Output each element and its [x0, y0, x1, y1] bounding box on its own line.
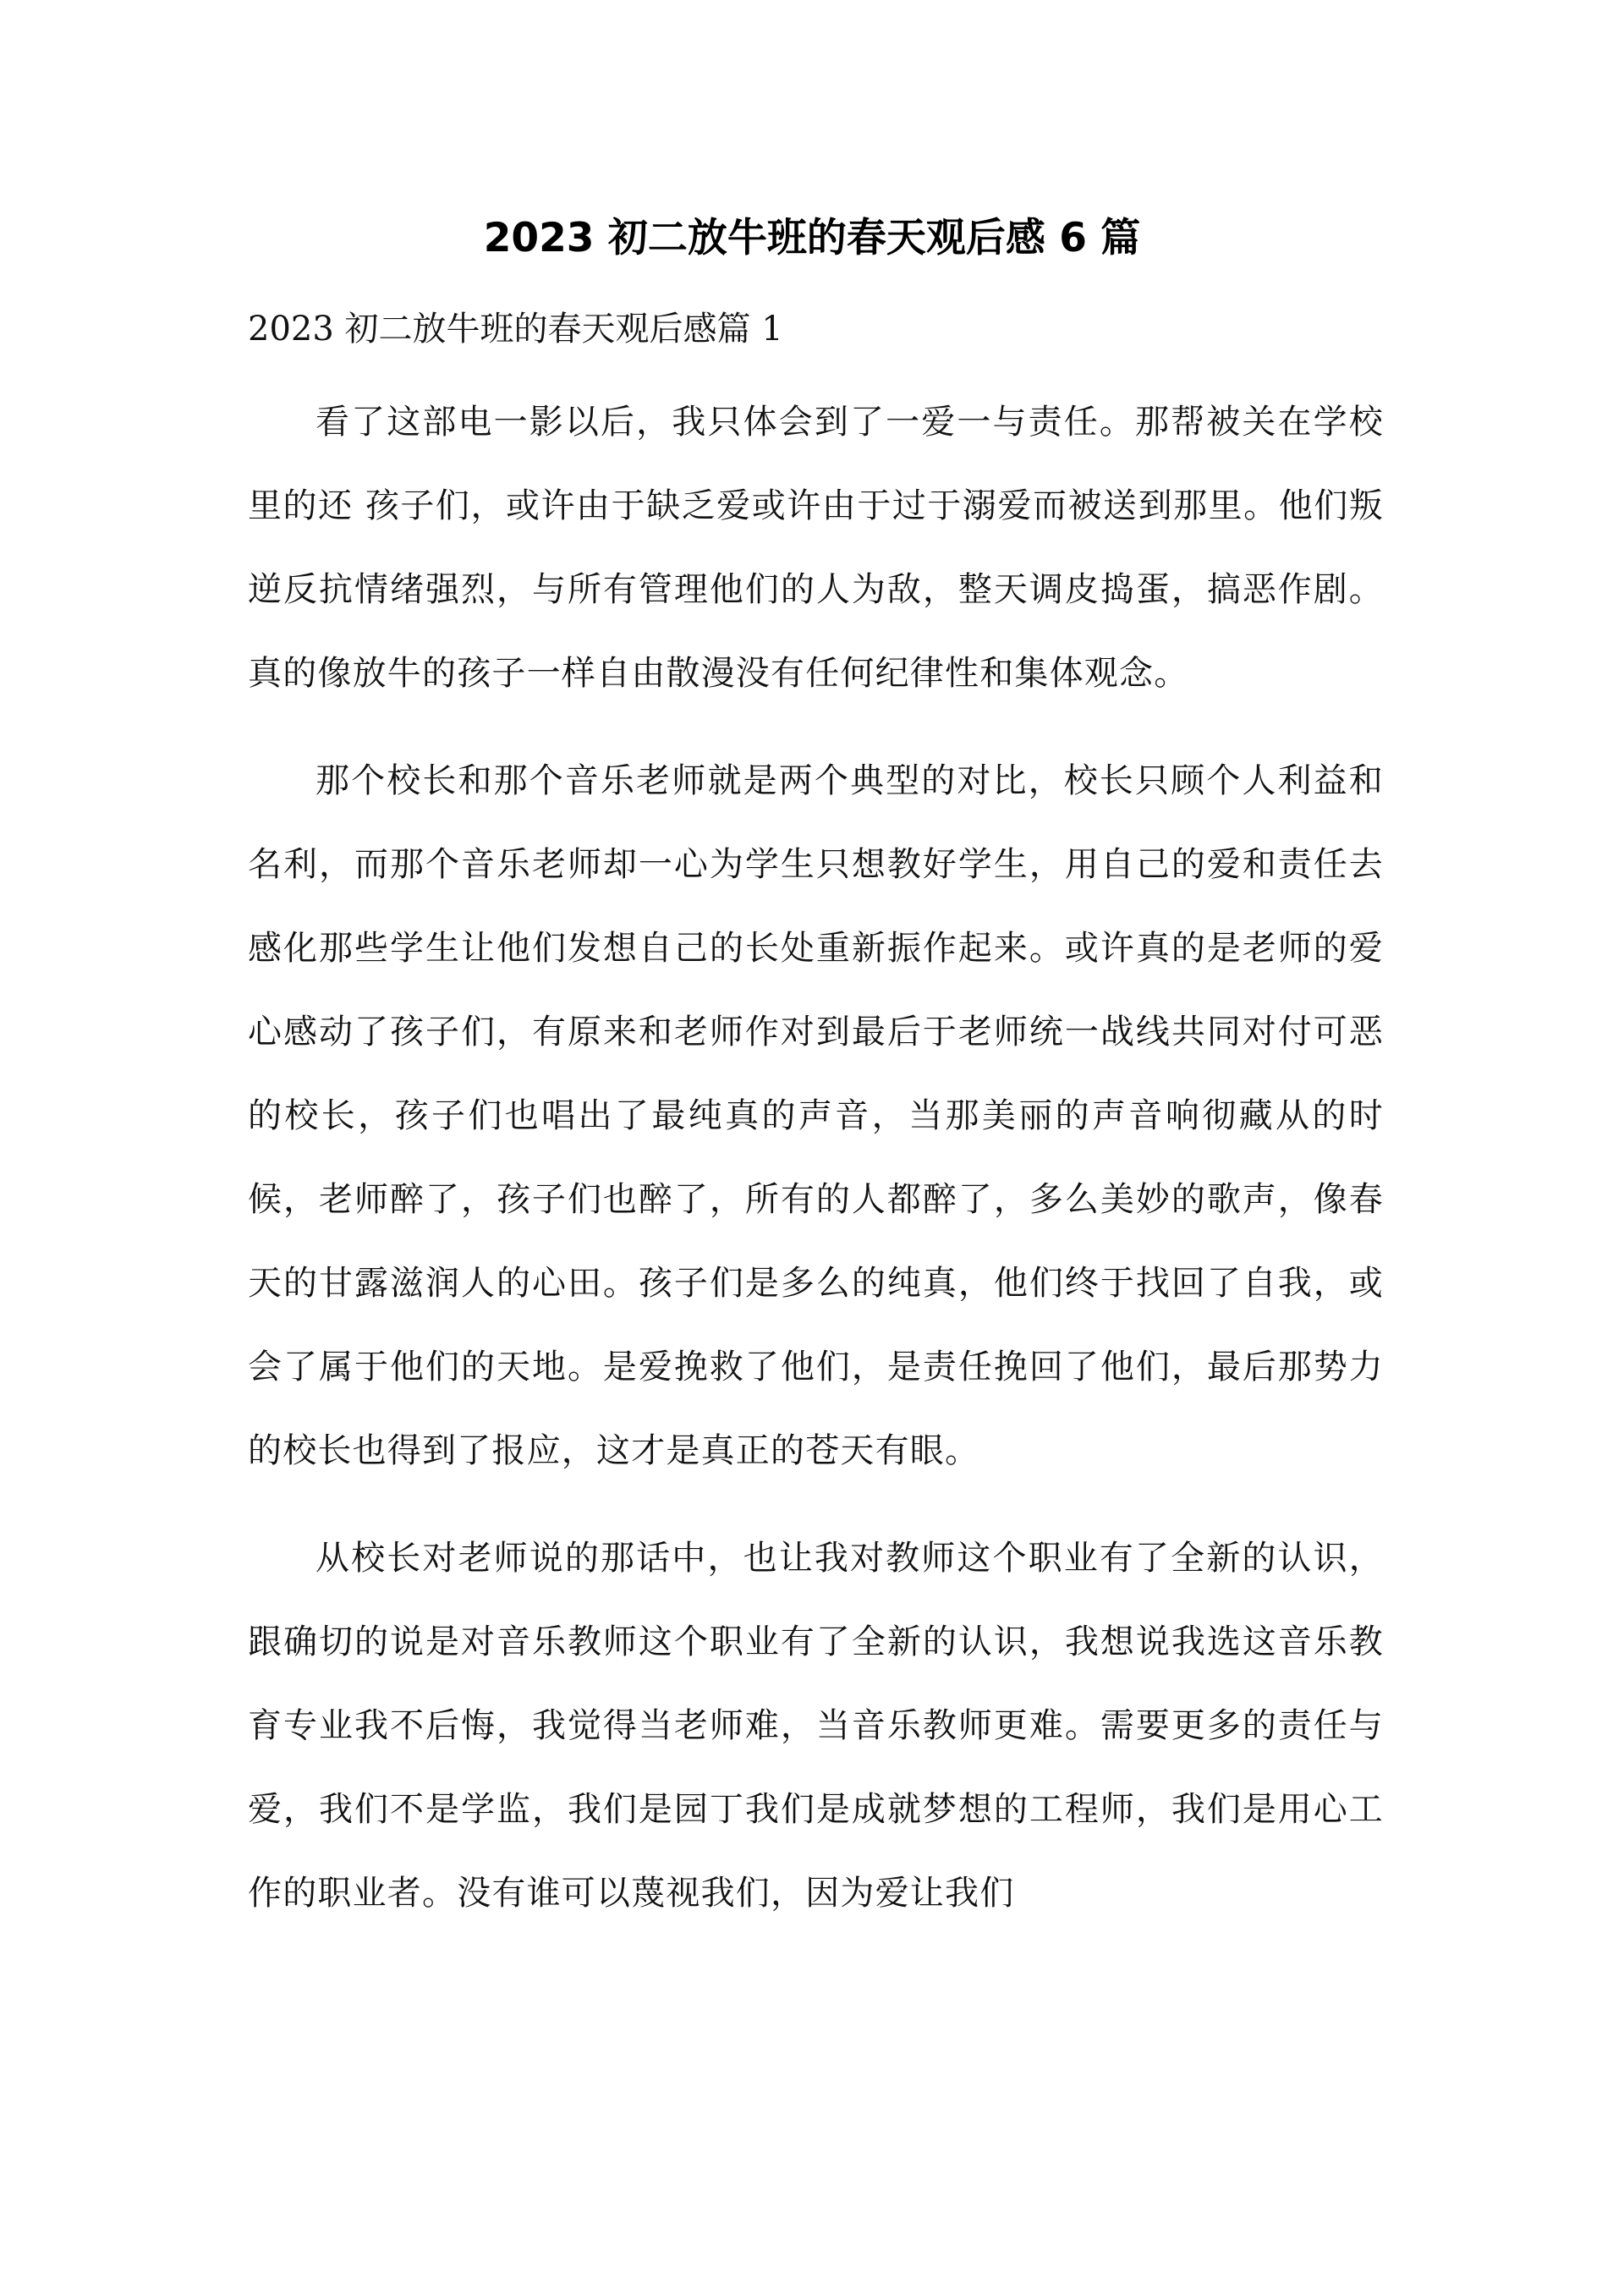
paragraph: 看了这部电一影以后，我只体会到了一爱一与责任。那帮被关在学校里的还 孩子们，或许由于缺乏爱或许由于过于溺爱而被送到那里。他们叛逆反抗情绪强烈，与所有管理他们的人为敌，整天调皮捣蛋，搞恶作剧。真的像放牛的孩子一样自由散漫没有任何纪律性和集体观念。 — [248, 403, 1384, 693]
document-body — [248, 381, 1384, 1959]
document-title: 2023 初二放牛班的春天观后感 6 篇 — [483, 215, 1141, 261]
paragraph: 那个校长和那个音乐老师就是两个典型的对比，校长只顾个人利益和名利，而那个音乐老师却一心为学生只想教好学生，用自己的爱和责任去感化那些学生让他们发想自己的长处重新振作起来。或许真的是老师的爱心感动了孩子们，有原来和老师作对到最后于老师统一战线共同对付可恶的校长，孩子们也唱出了最纯真的声音，当那美丽的声音响彻藏从的时候，老师醉了，孩子们也醉了，所有的人都醉了，多么美妙的歌声，像春天的甘露滋润人的心田。孩子们是多么的纯真，他们终于找回了自我，或会了属于他们的天地。是爱挽救了他们，是责任挽回了他们，最后那势力的校长也得到了报应，这才是真正的苍天有眼。 — [248, 761, 1384, 1470]
paragraph: 从校长对老师说的那话中，也让我对教师这个职业有了全新的认识，跟确切的说是对音乐教师这个职业有了全新的认识，我想说我选这音乐教育专业我不后悔，我觉得当老师难，当音乐教师更难。需要更多的责任与爱，我们不是学监，我们是园丁我们是成就梦想的工程师，我们是用心工作的职业者。没有谁可以蔑视我们，因为爱让我们 — [248, 1539, 1384, 1913]
section-heading: 2023 初二放牛班的春天观后感篇 1 — [248, 310, 783, 349]
